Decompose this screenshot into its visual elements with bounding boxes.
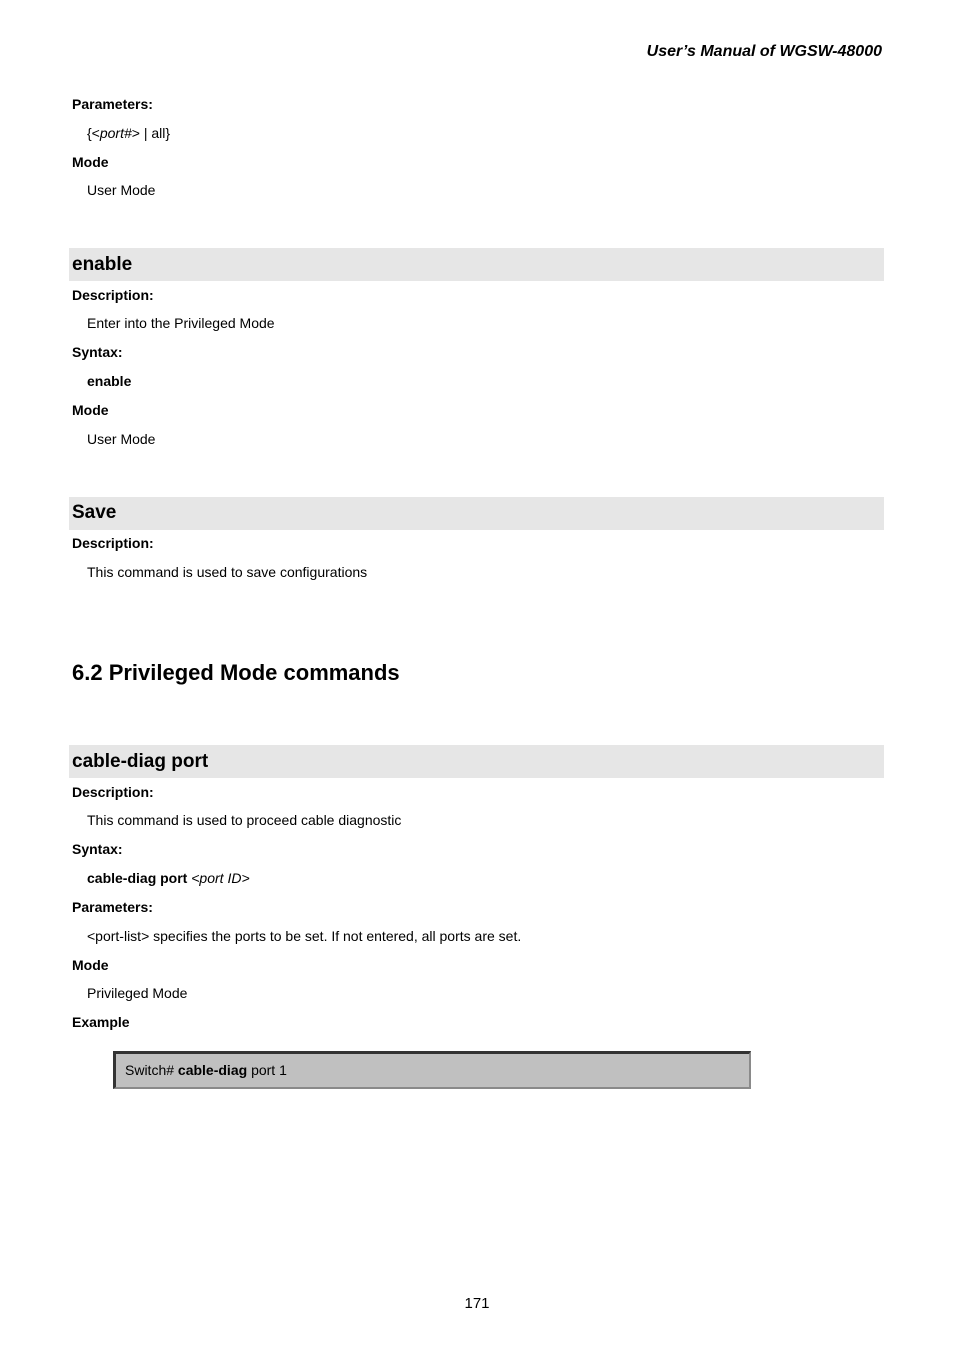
example-label: Example xyxy=(72,1014,130,1030)
syntax-text: enable xyxy=(87,373,132,389)
syntax-label: Syntax: xyxy=(72,344,123,360)
description-label: Description: xyxy=(72,287,154,303)
section-title: Save xyxy=(72,502,117,523)
example-code-box xyxy=(113,1051,751,1089)
mode-value: Privileged Mode xyxy=(87,985,188,1001)
section-header-enable xyxy=(69,248,884,281)
parameters-close: > | all} xyxy=(131,125,171,141)
example-command xyxy=(125,1062,287,1078)
example-command-keyword: cable-diag xyxy=(177,1062,248,1078)
section-title: enable xyxy=(72,254,133,275)
syntax-argument: <port ID> xyxy=(191,870,250,886)
syntax-text xyxy=(87,870,250,886)
parameters-value xyxy=(87,125,170,141)
manual-header-title: User’s Manual of WGSW-48000 xyxy=(646,43,882,60)
parameters-text: <port-list> specifies the ports to be set. If not entered, all ports are set. xyxy=(87,928,522,944)
parameters-label: Parameters: xyxy=(72,96,153,112)
description-text: This command is used to proceed cable diagnostic xyxy=(87,812,402,828)
mode-value: User Mode xyxy=(87,182,156,198)
description-label: Description: xyxy=(72,535,154,551)
parameters-label: Parameters: xyxy=(72,899,153,915)
mode-label: Mode xyxy=(72,957,109,973)
section-header-save xyxy=(69,497,884,530)
description-label: Description: xyxy=(72,784,154,800)
mode-value: User Mode xyxy=(87,431,156,447)
mode-label: Mode xyxy=(72,402,109,418)
example-arguments: port 1 xyxy=(251,1062,287,1078)
section-header-cable-diag-port xyxy=(69,745,884,778)
section-title: cable-diag port xyxy=(72,751,209,772)
parameters-open: {< xyxy=(87,125,100,141)
syntax-command: cable-diag port xyxy=(87,870,188,886)
chapter-heading: 6.2 Privileged Mode commands xyxy=(72,660,400,685)
syntax-label: Syntax: xyxy=(72,841,123,857)
parameters-port-placeholder: port# xyxy=(99,125,132,141)
example-prompt: Switch# xyxy=(125,1062,175,1078)
description-text: This command is used to save configurations xyxy=(87,564,368,580)
page-number: 171 xyxy=(464,1295,490,1312)
mode-label: Mode xyxy=(72,154,109,170)
description-text: Enter into the Privileged Mode xyxy=(87,315,275,331)
